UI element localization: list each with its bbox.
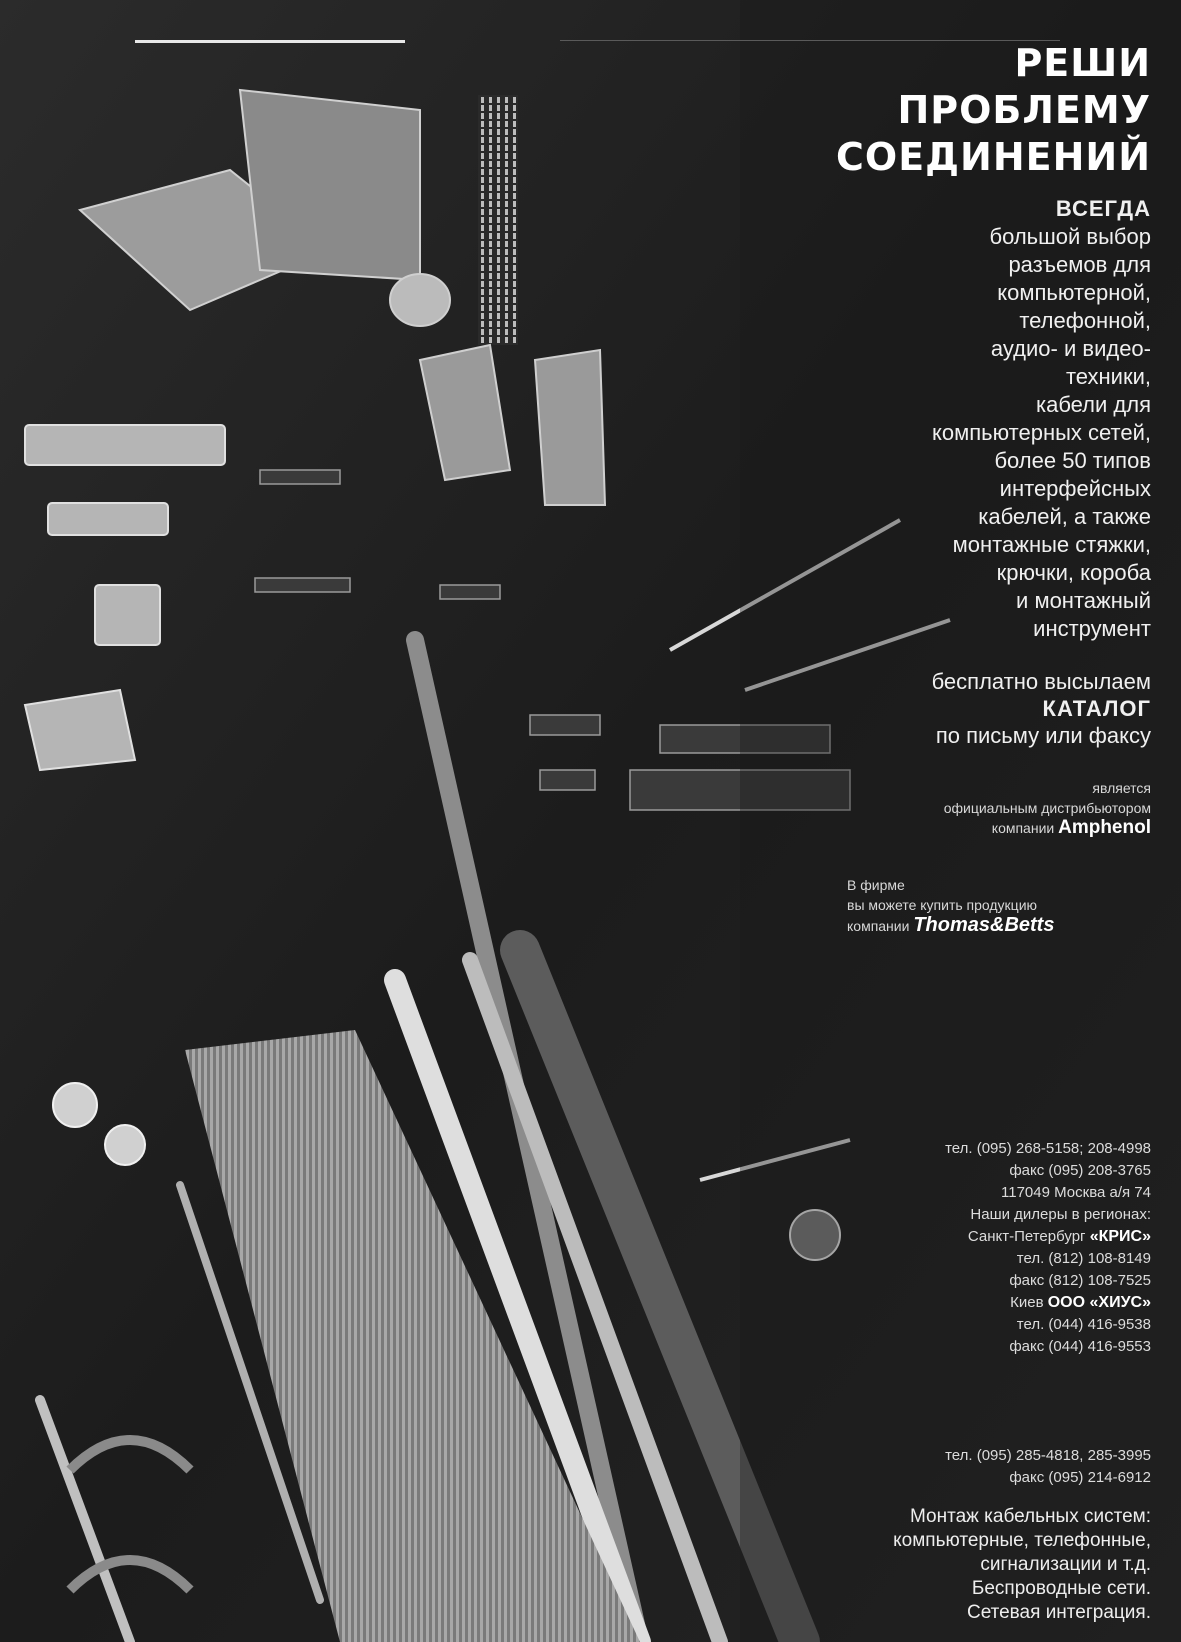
kiev-dealer bbox=[945, 1292, 1151, 1314]
distributor-note bbox=[944, 778, 1151, 838]
amphenol-brand: Amphenol bbox=[1058, 817, 1151, 838]
product-description bbox=[932, 195, 1151, 643]
spb-city: Санкт-Петербург bbox=[967, 1228, 1086, 1245]
spb-phone: тел. (812) 108-8149 bbox=[1016, 1250, 1151, 1267]
body-line: крючки, короба bbox=[996, 560, 1151, 585]
spb-fax: факс (812) 108-7525 bbox=[1009, 1272, 1151, 1289]
body-line: интерфейсных bbox=[999, 476, 1151, 501]
tb-line-2: вы можете купить продукцию bbox=[847, 897, 1038, 913]
body-line: монтажные стяжки, bbox=[952, 532, 1151, 557]
service-line: компьютерные, телефонные, bbox=[893, 1530, 1151, 1551]
catalog-word: КАТАЛОГ bbox=[1042, 696, 1151, 721]
body-line: инструмент bbox=[1033, 616, 1151, 641]
kiev-city: Киев bbox=[1010, 1294, 1044, 1311]
body-line: и монтажный bbox=[1016, 588, 1151, 613]
top-rule-line bbox=[135, 40, 405, 43]
headline-line-3: СОЕДИНЕНИЙ bbox=[836, 135, 1151, 179]
body-line: кабелей, а также bbox=[978, 504, 1151, 529]
contact-line: факс (095) 208-3765 bbox=[1009, 1162, 1151, 1179]
catalog-line-3: по письму или факсу bbox=[935, 723, 1151, 748]
headline bbox=[836, 40, 1151, 181]
body-line: более 50 типов bbox=[994, 448, 1151, 473]
headline-line-1: РЕШИ bbox=[1014, 41, 1151, 85]
lead-word: ВСЕГДА bbox=[1055, 196, 1151, 221]
body-line: телефонной, bbox=[1019, 308, 1151, 333]
spb-dealer bbox=[945, 1226, 1151, 1248]
contacts-2 bbox=[945, 1445, 1151, 1489]
tb-line-1: В фирме bbox=[847, 877, 905, 893]
thomas-betts-note bbox=[847, 875, 1054, 936]
catalog-offer bbox=[932, 668, 1151, 749]
distributor-line-3 bbox=[944, 818, 1151, 838]
catalog-line-1: бесплатно высылаем bbox=[931, 669, 1151, 694]
contact-line: 117049 Москва а/я 74 bbox=[1001, 1184, 1151, 1201]
thomas-betts-brand: Thomas&Betts bbox=[913, 914, 1055, 936]
body-line: разъемов для bbox=[1008, 252, 1151, 277]
service-line: Монтаж кабельных систем: bbox=[910, 1506, 1151, 1527]
tb-line-3 bbox=[847, 915, 1054, 936]
service-line: Беспроводные сети. bbox=[971, 1578, 1151, 1599]
body-line: большой выбор bbox=[989, 224, 1151, 249]
kiev-fax: факс (044) 416-9553 bbox=[1009, 1338, 1151, 1355]
distributor-prefix: компании bbox=[991, 820, 1055, 836]
contact2-line: тел. (095) 285-4818, 285-3995 bbox=[945, 1447, 1151, 1464]
tb-prefix: компании bbox=[847, 918, 910, 934]
spb-dealer-name: «КРИС» bbox=[1089, 1228, 1151, 1245]
body-line: аудио- и видео- bbox=[990, 336, 1151, 361]
kiev-phone: тел. (044) 416-9538 bbox=[1016, 1316, 1151, 1333]
headline-line-2: ПРОБЛЕМУ bbox=[897, 88, 1151, 132]
distributor-line-2: официальным дистрибьютором bbox=[943, 800, 1151, 816]
contacts bbox=[945, 1138, 1151, 1358]
body-line: компьютерных сетей, bbox=[932, 420, 1151, 445]
contact-line: Наши дилеры в регионах: bbox=[970, 1206, 1151, 1223]
body-line: компьютерной, bbox=[997, 280, 1151, 305]
services bbox=[893, 1505, 1151, 1625]
service-line: Сетевая интеграция. bbox=[966, 1602, 1151, 1623]
body-line: техники, bbox=[1065, 364, 1151, 389]
contact2-line: факс (095) 214-6912 bbox=[1009, 1469, 1151, 1486]
contact-line: тел. (095) 268-5158; 208-4998 bbox=[945, 1140, 1151, 1157]
body-line: кабели для bbox=[1035, 392, 1151, 417]
service-line: сигнализации и т.д. bbox=[980, 1554, 1151, 1575]
distributor-line-1: является bbox=[1092, 780, 1151, 796]
kiev-dealer-name: ООО «ХИУС» bbox=[1047, 1294, 1151, 1311]
